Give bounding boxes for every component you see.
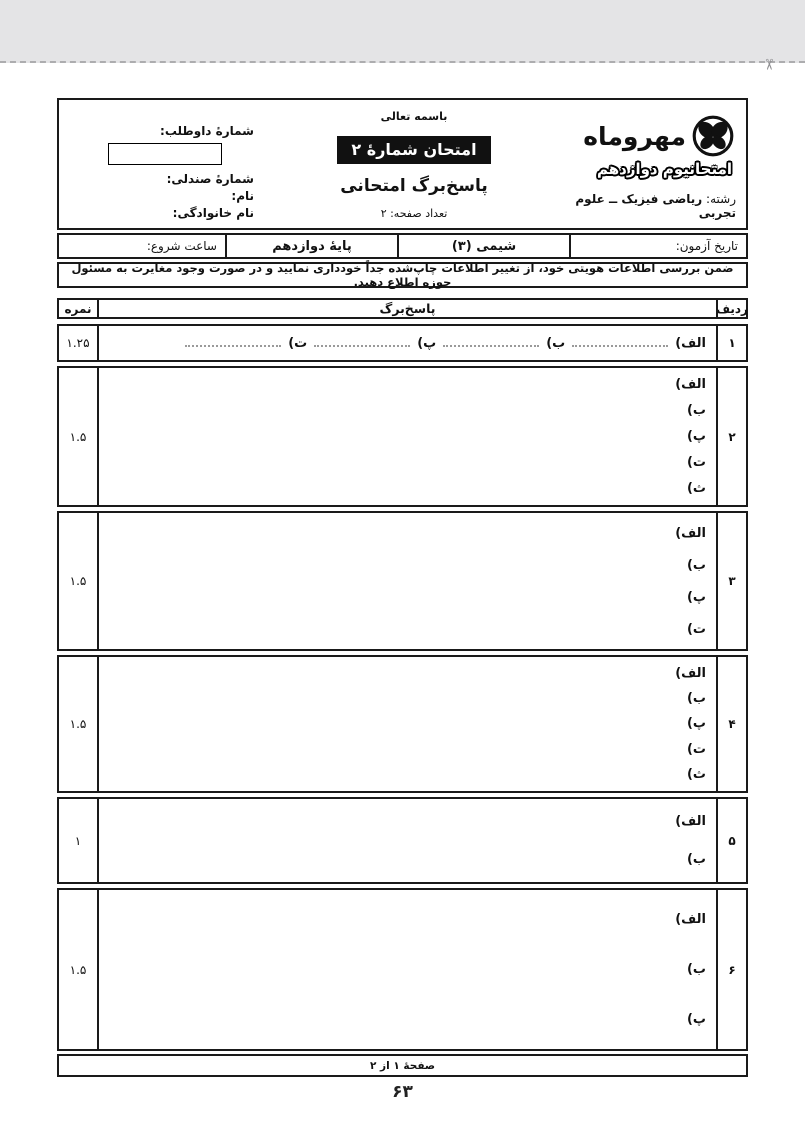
- answer-cell: [97, 657, 718, 791]
- book-page-number: ۶۳: [392, 1082, 413, 1102]
- answer-part-label: ب): [686, 851, 706, 867]
- brand-section: [550, 100, 746, 228]
- table-row: [57, 797, 748, 884]
- name-label: نام:: [231, 189, 254, 203]
- grade-cell: پایهٔ دوازدهم: [227, 235, 399, 257]
- answer-blank-leader: [443, 342, 539, 347]
- row-number-cell: ۵: [728, 833, 736, 848]
- answer-table-header: [57, 298, 748, 319]
- answer-table-body: [57, 324, 748, 1051]
- scissors-icon: ✂: [760, 58, 779, 71]
- table-row: [57, 324, 748, 362]
- exam-title-badge: امتحان شمارهٔ ۲: [337, 136, 490, 164]
- subject-cell: شیمی (۳): [399, 235, 571, 257]
- table-row: [57, 655, 748, 793]
- answer-cell: [97, 326, 718, 360]
- answer-stacked-lines: [109, 517, 706, 645]
- answer-part-label: ث): [686, 480, 706, 496]
- title-section: [278, 100, 550, 228]
- header-row-number: ردیف: [716, 301, 748, 316]
- page-count-label: تعداد صفحه: ۲: [380, 206, 448, 220]
- header-score: نمره: [64, 301, 92, 316]
- field-label: رشته:: [706, 192, 736, 206]
- answer-part-label: ت): [686, 741, 706, 757]
- row-number-cell: ۳: [728, 574, 736, 588]
- field-of-study-line: [554, 192, 736, 220]
- row-number-cell: ۲: [728, 429, 736, 444]
- sheet-footer: صفحهٔ ۱ از ۲: [57, 1054, 748, 1077]
- answer-blank-leader: [572, 342, 668, 347]
- brand-name: مهروماه: [583, 121, 686, 151]
- answer-part-label: ب): [686, 691, 706, 707]
- cut-strip: [0, 0, 805, 71]
- score-cell: ۱.۵: [69, 574, 87, 588]
- answer-part-label: ب): [686, 557, 706, 573]
- answer-stacked-lines: [109, 803, 706, 878]
- table-row: [57, 366, 748, 507]
- family-name-label: نام خانوادگی:: [172, 206, 254, 220]
- score-cell: ۱.۵: [69, 717, 87, 731]
- answer-part-label: الف): [675, 377, 706, 393]
- answer-blank-leader: [185, 342, 281, 347]
- brand-row: [583, 114, 736, 158]
- answer-part-label: الف): [675, 911, 706, 927]
- row-number-cell: ۱: [728, 336, 736, 350]
- answer-cell: [97, 513, 718, 649]
- answer-part-label: الف): [675, 335, 706, 351]
- start-time-cell: ساعت شروع:: [59, 235, 227, 257]
- answer-sheet: [57, 98, 748, 1077]
- answer-part-label: ت): [686, 621, 706, 637]
- answer-stacked-lines: [109, 661, 706, 787]
- sheet-title: پاسخ‌برگ امتحانی: [340, 175, 488, 196]
- answer-cell: [97, 799, 718, 882]
- score-cell: ۱.۵: [69, 429, 87, 444]
- answer-part-label: الف): [675, 814, 706, 830]
- answer-part-label: الف): [675, 666, 706, 682]
- candidate-number-box[interactable]: [108, 143, 222, 165]
- header-box: [57, 98, 748, 230]
- exam-info-row: [57, 233, 748, 259]
- answer-part-label: ت): [288, 335, 308, 351]
- row-number-cell: ۴: [728, 717, 736, 731]
- answer-part-label: پ): [686, 428, 706, 444]
- answer-part-label: الف): [675, 525, 706, 541]
- exam-date-cell: تاریخ آزمون:: [675, 239, 738, 253]
- answer-inline-line: [109, 330, 706, 356]
- header-answer: پاسخ‌برگ: [97, 300, 718, 317]
- seat-number-label: شمارهٔ صندلی:: [166, 172, 254, 186]
- answer-part-label: پ): [686, 589, 706, 605]
- butterfly-logo-icon: [690, 114, 736, 158]
- table-row: [57, 511, 748, 651]
- answer-part-label: پ): [417, 335, 437, 351]
- student-info-section: [59, 100, 278, 228]
- answer-stacked-lines: [109, 894, 706, 1045]
- bismillah-text: باسمه تعالی: [380, 110, 448, 123]
- table-row: [57, 888, 748, 1051]
- answer-part-label: ت): [686, 454, 706, 470]
- field-value: ریاضی فیزیک ــ علوم تجربی: [575, 192, 736, 220]
- answer-cell: [97, 890, 718, 1049]
- answer-part-label: ب): [546, 335, 566, 351]
- answer-stacked-lines: [109, 372, 706, 501]
- answer-part-label: پ): [686, 716, 706, 732]
- answer-part-label: ث): [686, 766, 706, 782]
- score-cell: ۱.۵: [69, 962, 87, 977]
- score-cell: ۱: [74, 833, 82, 848]
- row-number-cell: ۶: [728, 962, 736, 977]
- score-cell: ۱.۲۵: [66, 336, 90, 350]
- answer-part-label: پ): [686, 1012, 706, 1028]
- answer-cell: [97, 368, 718, 505]
- notice-bar: ضمن بررسی اطلاعات هویتی خود، از تغییر اطلاعات چاپ‌شده جداً خودداری نمایید و در صورت وجود مغایرت به مسئول حوزه اطلاع دهید.: [57, 262, 748, 288]
- answer-part-label: ب): [686, 961, 706, 977]
- brand-tagline: امتحانیوم دوازدهم: [596, 160, 732, 178]
- answer-part-label: ب): [686, 403, 706, 419]
- answer-blank-leader: [314, 342, 410, 347]
- candidate-number-label: شمارهٔ داوطلب:: [160, 124, 254, 138]
